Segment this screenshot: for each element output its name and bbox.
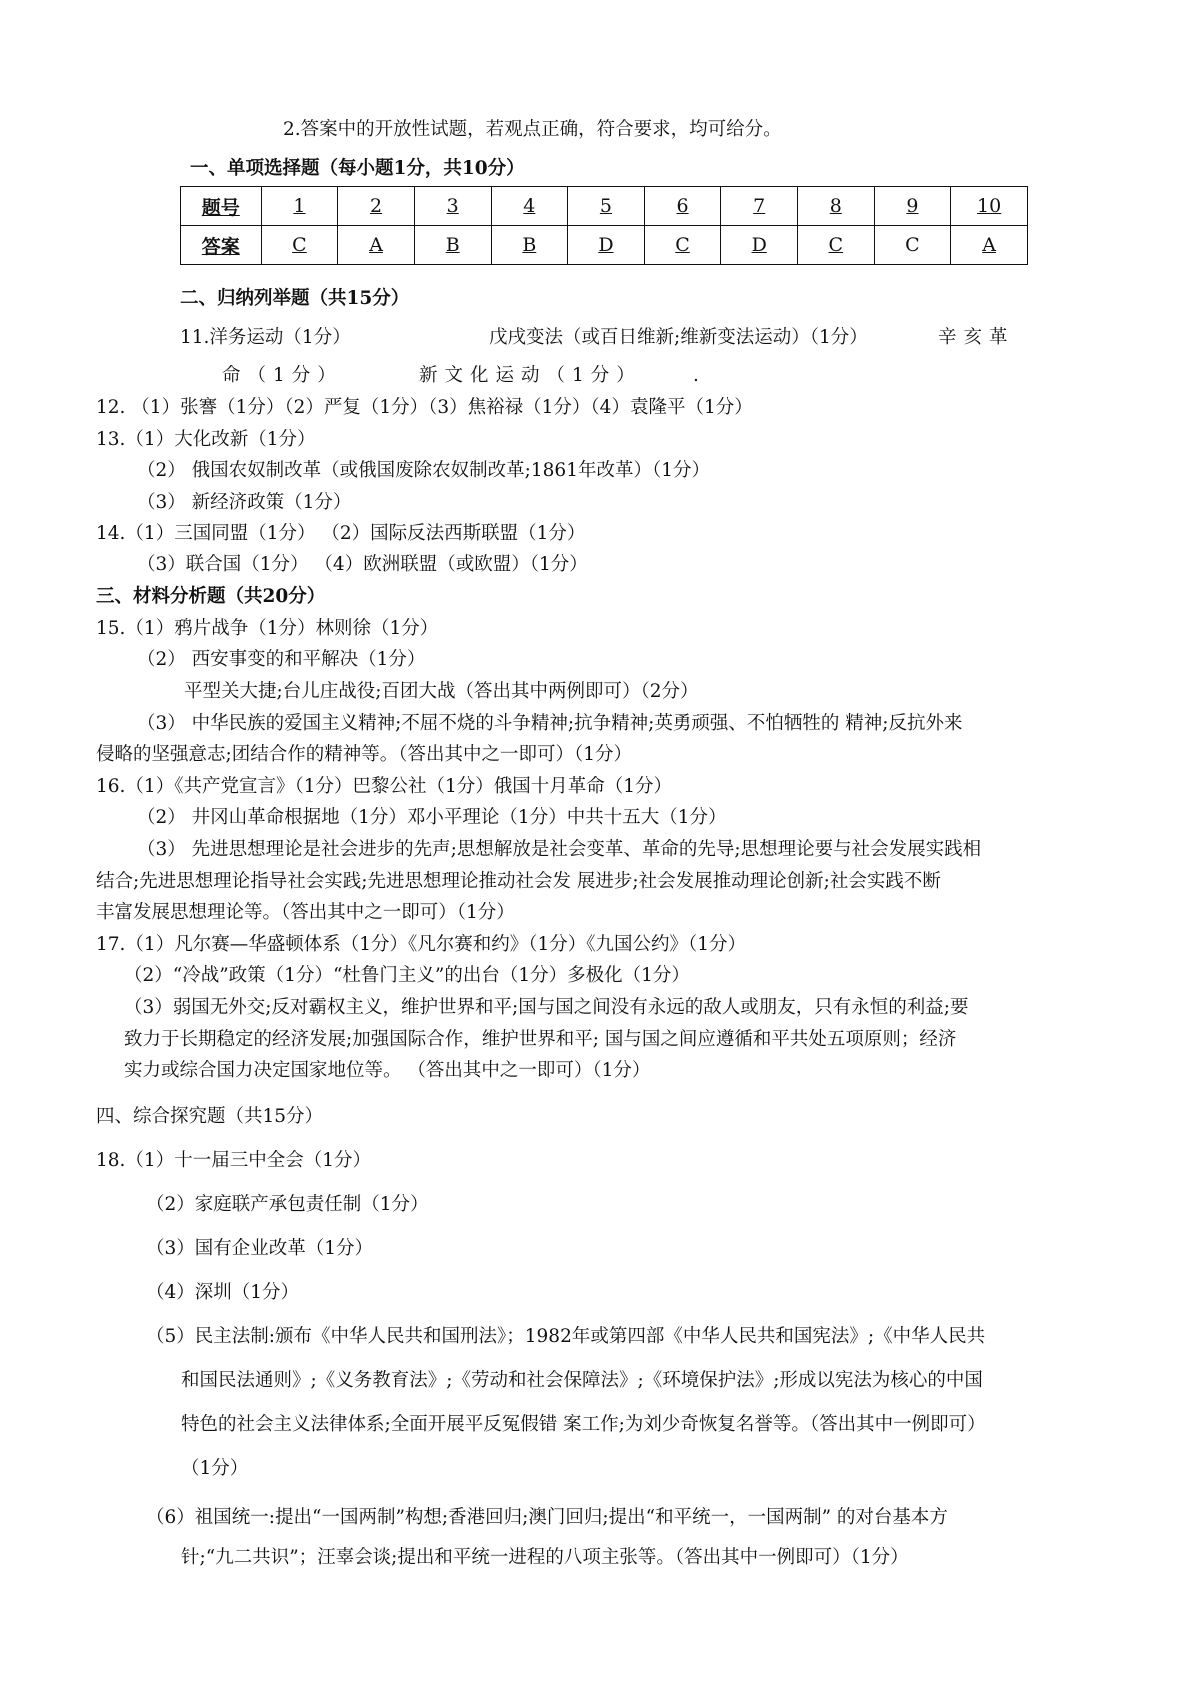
table-row-numbers [181,187,1028,226]
q16-line: 16.（1）《共产党宣言》（1分）巴黎公社（1分）俄国十月革命（1分） [96,776,673,797]
q18-line: 针;“九二共识”；汪辜会谈;提出和平统一进程的八项主张等。（答出其中一例即可）（1分） [181,1547,909,1568]
grading-note: 2.答案中的开放性试题，若观点正确，符合要求，均可给分。 [283,119,782,140]
q16-line: 结合;先进思想理论指导社会实践;先进思想理论推动社会发 展进步;社会发展推动理论创新;社会实践不断 [96,871,941,892]
section-heading-2: 二、归纳列举题（共15分） [180,288,410,309]
q18-line: （1分） [181,1458,249,1479]
q17-line: 17.（1）凡尔赛—华盛顿体系（1分）《凡尔赛和约》（1分）《九国公约》（1分） [96,934,747,955]
q11-line: 戊戌变法（或百日维新;维新变法运动）（1分） [489,327,868,348]
answer-cell: C [261,226,338,265]
answer-cell: D [721,226,798,265]
q18-line: 和国民法通则》;《义务教育法》;《劳动和社会保障法》;《环境保护法》;形成以宪法为核心的中国 [181,1370,983,1391]
q15-line: 15.（1）鸦片战争（1分）林则徐（1分） [96,618,439,639]
answer-cell: A [951,226,1028,265]
q16-line: （2） 井冈山革命根据地（1分）邓小平理论（1分）中共十五大（1分） [137,807,727,828]
number-cell: 10 [951,187,1028,226]
q18-line: （5）民主法制:颁布《中华人民共和国刑法》；1982年或第四部《中华人民共和国宪法》;《中华人民共 [146,1326,986,1347]
q15-line: （3） 中华民族的爱国主义精神;不屈不烧的斗争精神;抗争精神;英勇顽强、不怕牺牲的 精神;反抗外来 [137,713,963,734]
q18-line: 特色的社会主义法律体系;全面开展平反冤假错 案工作;为刘少奇恢复名誉等。（答出其中一例即可） [181,1414,986,1435]
answer-cell: A [338,226,415,265]
q11-line: 11.洋务运动（1分） [180,327,351,348]
q13-line: （2） 俄国农奴制改革（或俄国废除农奴制改革;1861年改革）（1分） [137,460,710,481]
number-cell: 9 [874,187,951,226]
q15-line: （2） 西安事变的和平解决（1分） [137,649,426,670]
q13-line: 13.（1）大化改新（1分） [96,429,316,450]
q11-line: 命（1分） [222,365,343,386]
q17-line: （3）弱国无外交;反对霸权主义，维护世界和平;国与国之间没有永远的敌人或朋友，只有永恒的利益;要 [124,997,969,1018]
section-heading-1: 一、单项选择题（每小题1分，共10分） [190,158,525,179]
answer-table [180,186,1028,265]
number-cell: 5 [568,187,645,226]
section-heading-3: 三、材料分析题（共20分） [96,586,326,607]
answer-cell: C [798,226,875,265]
number-cell: 2 [338,187,415,226]
q18-line: （6）祖国统一:提出“一国两制”构想;香港回归;澳门回归;提出“和平统一，一国两制” 的对台基本方 [146,1507,948,1528]
section-heading-4: 四、综合探究题（共15分） [96,1106,324,1127]
q13-line: （3） 新经济政策（1分） [137,492,352,513]
q17-line: （2）“冷战”政策（1分）“杜鲁门主义”的出台（1分）多极化（1分） [124,965,690,986]
q15-line: 侵略的坚强意志;团结合作的精神等。（答出其中之一即可）（1分） [96,744,633,765]
q11-line: 新文化运动（1分） [419,365,642,386]
number-cell: 7 [721,187,798,226]
q15-line: 平型关大捷;台儿庄战役;百团大战（答出其中两例即可）（2分） [184,681,699,702]
number-cell: 1 [261,187,338,226]
q18-line: 18.（1）十一届三中全会（1分） [96,1150,371,1171]
q16-line: （3） 先进思想理论是社会进步的先声;思想解放是社会变革、革命的先导;思想理论要与社会发展实践相 [137,839,982,860]
q17-line: 致力于长期稳定的经济发展;加强国际合作，维护世界和平; 国与国之间应遵循和平共处五项原则；经济 [124,1029,957,1050]
q11-line: . [693,365,699,386]
answer-cell: D [568,226,645,265]
q18-line: （2）家庭联产承包责任制（1分） [146,1194,429,1215]
q16-line: 丰富发展思想理论等。（答出其中之一即可）（1分） [96,902,515,923]
number-cell: 6 [644,187,721,226]
q11-line: 辛亥革 [938,327,1015,348]
number-cell: 8 [798,187,875,226]
answer-cell: B [414,226,491,265]
q18-line: （3）国有企业改革（1分） [146,1238,374,1259]
q12-line: 12. （1）张謇（1分）（2）严复（1分）（3）焦裕禄（1分）（4）袁隆平（1分） [96,397,753,418]
number-cell: 4 [491,187,568,226]
q17-line: 实力或综合国力决定国家地位等。 （答出其中之一即可）（1分） [124,1060,651,1081]
q18-line: （4）深圳（1分） [146,1282,300,1303]
header-label-cell: 题号 [181,187,262,226]
q14-line: 14.（1）三国同盟（1分） （2）国际反法西斯联盟（1分） [96,523,586,544]
answer-label-cell: 答案 [181,226,262,265]
number-cell: 3 [414,187,491,226]
answer-cell: C [644,226,721,265]
answer-cell: B [491,226,568,265]
answer-cell: C [874,226,951,265]
q14-line: （3）联合国（1分） （4）欧洲联盟（或欧盟）（1分） [137,554,588,575]
table-row-answers [181,226,1028,265]
